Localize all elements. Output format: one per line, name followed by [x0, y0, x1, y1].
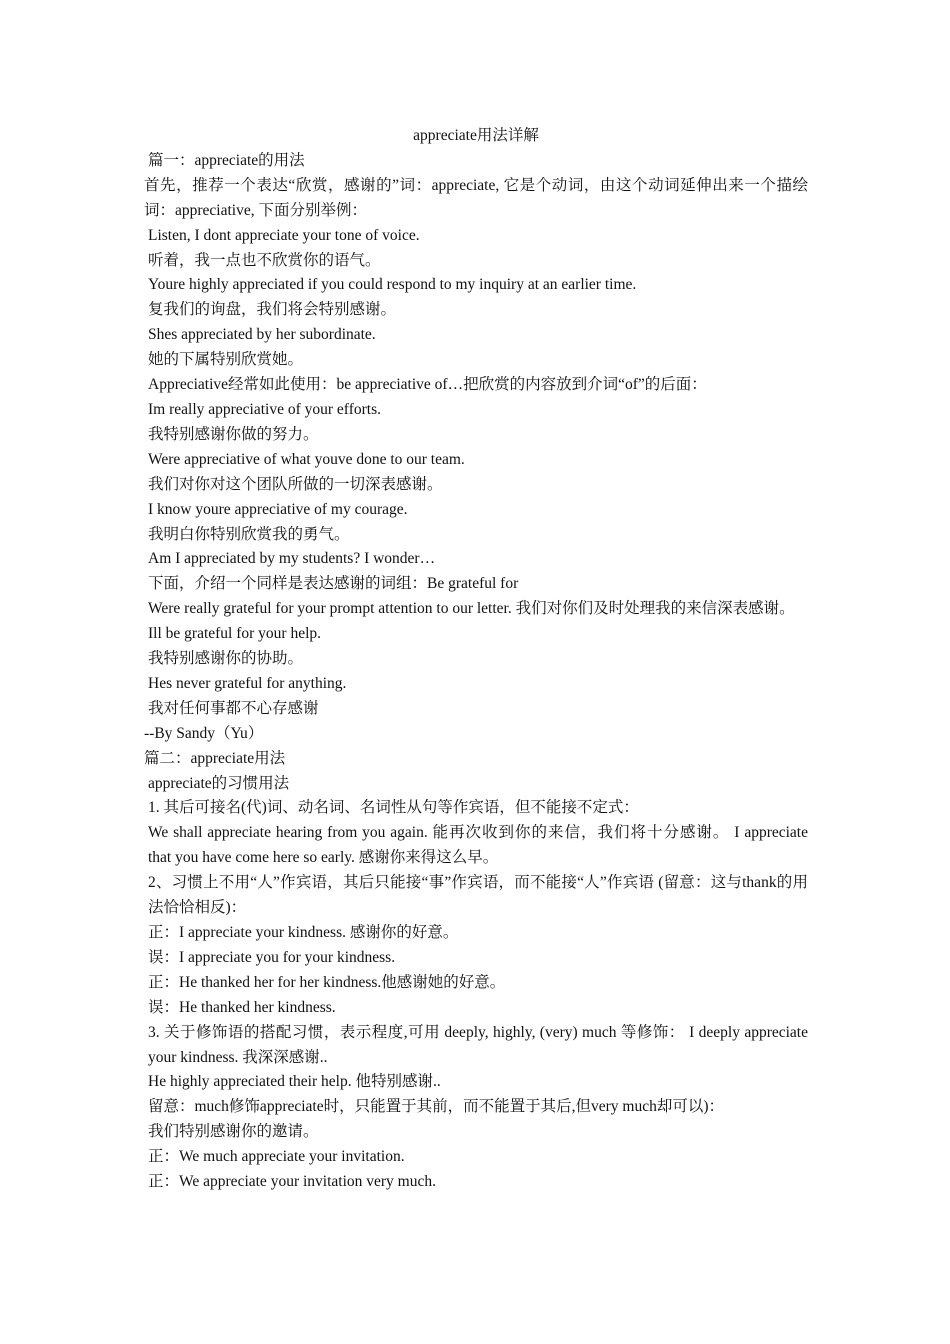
paragraph-line: 复我们的询盘，我们将会特别感谢。 [148, 301, 397, 319]
paragraph-line: 正：We much appreciate your invitation. [148, 1148, 405, 1166]
paragraph-line: appreciate的习惯用法 [148, 774, 290, 792]
paragraph-line: --By Sandy（Yu） [144, 724, 264, 742]
paragraph-line: 我特别感谢你做的努力。 [148, 425, 319, 443]
paragraph-line: Shes appreciated by her subordinate. [148, 326, 376, 344]
paragraph-line: Listen, I dont appreciate your tone of voice. [148, 226, 420, 244]
paragraph-line: 误：I appreciate you for your kindness. [148, 948, 396, 966]
paragraph-line: 正：I appreciate your kindness. 感谢你的好意。 [148, 924, 459, 941]
paragraph-line: Hes never grateful for anything. [148, 674, 347, 692]
paragraph-line: Im really appreciative of your efforts. [148, 400, 381, 418]
paragraph-line: Youre highly appreciated if you could respond to my inquiry at an earlier time. [148, 276, 637, 294]
paragraph-line: 正：He thanked her for her kindness.他感谢她的好意。 [148, 973, 506, 991]
paragraph-line: 篇二：appreciate用法 [144, 749, 286, 767]
paragraph-line: 我对任何事都不心存感谢 [148, 699, 319, 717]
document-page [144, 124, 812, 1195]
paragraph-line: 我明白你特别欣赏我的勇气。 [148, 525, 350, 543]
paragraph-line: Were really grateful for your prompt attention to our letter. 我们对你们及时处理我的来信深表感谢。 [148, 600, 795, 618]
paragraph-line: 1. 其后可接名(代)词、动名词、名词性从句等作宾语，但不能接不定式： [148, 799, 639, 817]
paragraph-line: 听着，我一点也不欣赏你的语气。 [148, 251, 381, 269]
paragraph-line: Am I appreciated by my students? I wonder… [148, 550, 436, 568]
paragraph-line: Were appreciative of what youve done to our team. [148, 450, 465, 468]
paragraph-line: 首先，推荐一个表达“欣赏，感谢的”词：appreciate, 它是个动词，由这个动词延伸出来一个描绘词：appreciative, 下面分别举例： [144, 176, 808, 219]
paragraph-line: Appreciative经常如此使用：be appreciative of…把欣赏的内容放到介词“of”的后面： [148, 376, 707, 394]
document-title: appreciate用法详解 [413, 127, 539, 144]
paragraph-line: I know youre appreciative of my courage. [148, 500, 408, 518]
paragraph-line: 3. 关于修饰语的搭配习惯，表示程度,可用 deeply, highly, (very) much 等修饰： I deeply appreciate your kindness. 我深深感谢.. [148, 1023, 812, 1066]
paragraph-line: 正：We appreciate your invitation very much. [148, 1173, 436, 1191]
paragraph-line: We shall appreciate hearing from you again. 能再次收到你的来信，我们将十分感谢。 I appreciate that you have come here so early. 感谢你来得这么早。 [148, 824, 812, 867]
paragraph-line: 她的下属特别欣赏她。 [148, 351, 304, 369]
paragraph-line: 我们特别感谢你的邀请。 [148, 1123, 319, 1141]
paragraph-line: 我特别感谢你的协助。 [148, 650, 304, 668]
paragraph-line: 留意：much修饰appreciate时，只能置于其前，而不能置于其后,但very much却可以)： [148, 1098, 724, 1116]
paragraph-line: 误：He thanked her kindness. [148, 998, 336, 1016]
paragraph-line: 下面，介绍一个同样是表达感谢的词组：Be grateful for [148, 575, 519, 593]
document-body [144, 149, 812, 1195]
paragraph-line: 2、习惯上不用“人”作宾语，其后只能接“事”作宾语，而不能接“人”作宾语 (留意：这与thank的用法恰恰相反)： [148, 874, 808, 917]
paragraph-line: Ill be grateful for your help. [148, 625, 322, 643]
paragraph-line: 我们对你对这个团队所做的一切深表感谢。 [148, 475, 443, 493]
paragraph-line: 篇一：appreciate的用法 [148, 151, 305, 169]
paragraph-line: He highly appreciated their help. 他特别感谢.. [148, 1073, 441, 1091]
